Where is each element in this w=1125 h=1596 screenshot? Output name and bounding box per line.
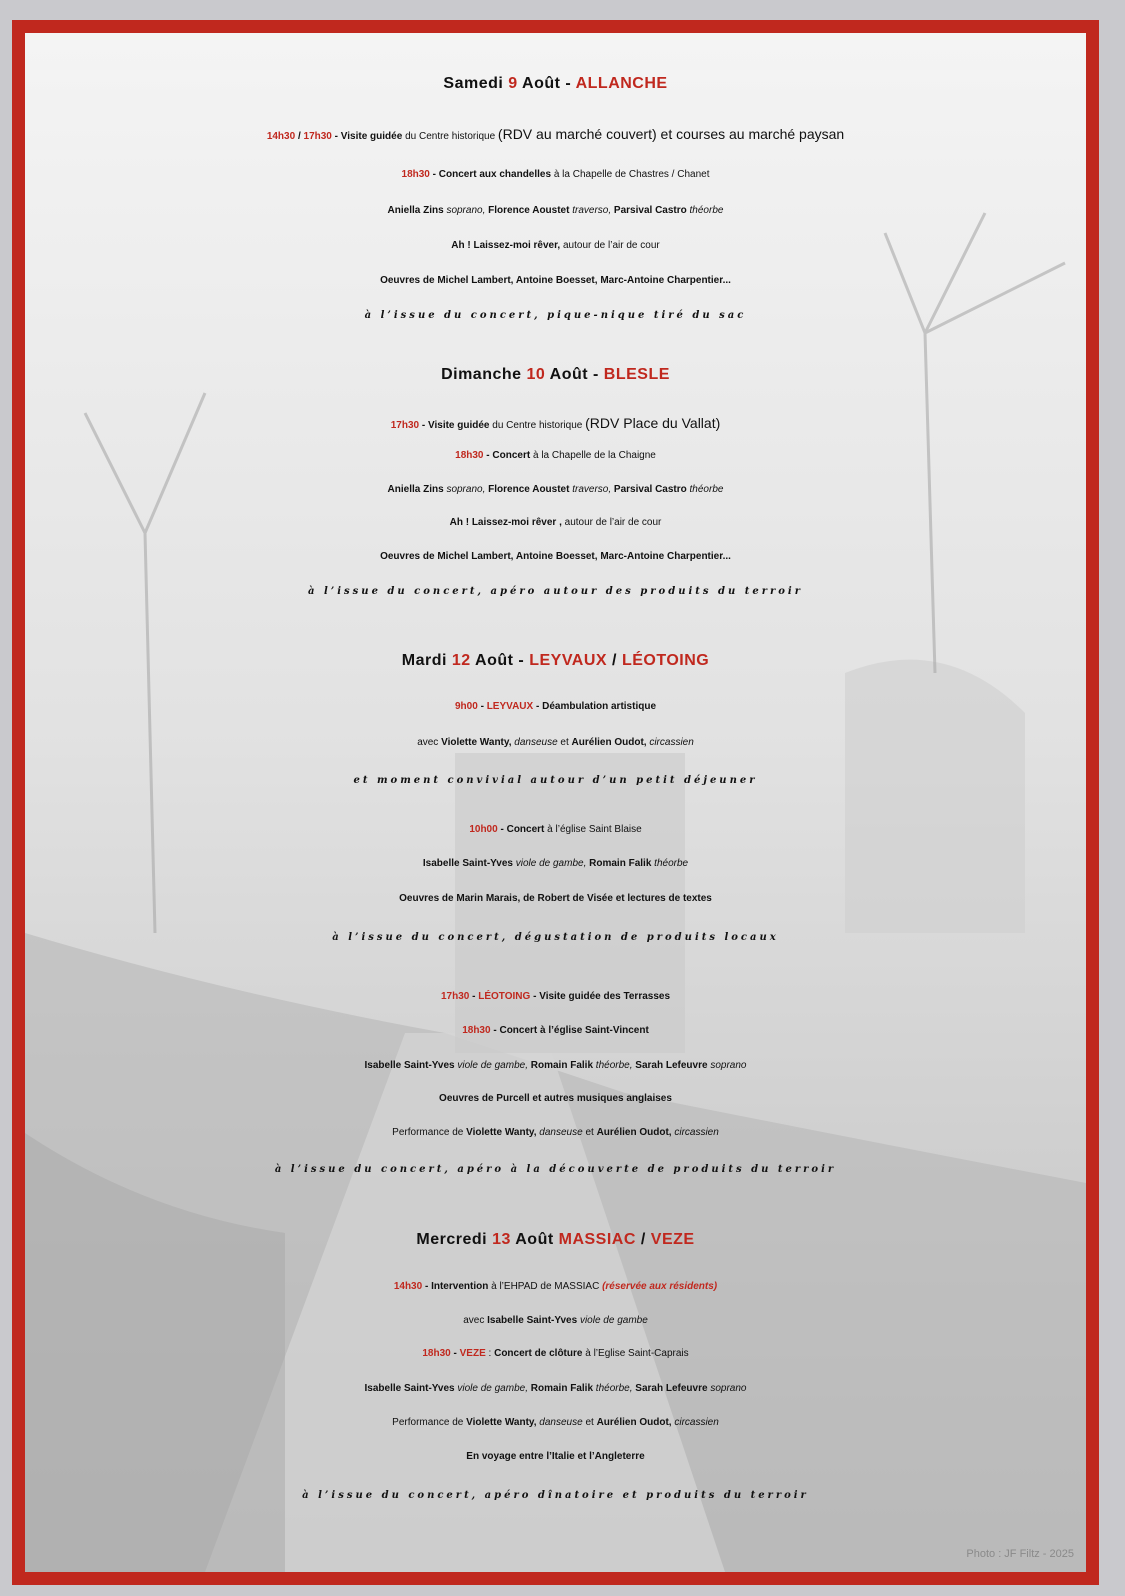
after-concert-note: à l’issue du concert, dégustation de produits locaux bbox=[332, 932, 779, 943]
event-line: 17h30 - Visite guidée du Centre historique (RDV Place du Vallat) bbox=[390, 415, 721, 431]
program-title: Ah ! Laissez-moi rêver, autour de l’air de cour bbox=[451, 240, 660, 251]
event-line: 18h30 - Concert à la Chapelle de la Chaigne bbox=[455, 450, 656, 461]
after-concert-note: et moment convivial autour d’un petit déjeuner bbox=[353, 775, 758, 786]
day-heading: Mardi 12 Août - LEYVAUX / LÉOTOING bbox=[401, 652, 710, 669]
poster-frame bbox=[12, 20, 1099, 1585]
program-title: En voyage entre l’Italie et l’Angleterre bbox=[466, 1451, 645, 1462]
event-line: 18h30 - Concert aux chandelles à la Chapelle de Chastres / Chanet bbox=[401, 169, 710, 180]
after-concert-note: à l’issue du concert, pique-nique tiré du sac bbox=[364, 310, 747, 321]
day-heading: Mercredi 13 Août MASSIAC / VEZE bbox=[416, 1231, 695, 1248]
event-line: 18h30 - Concert à l’église Saint-Vincent bbox=[462, 1025, 649, 1036]
event-line: 18h30 - VEZE : Concert de clôture à l’Eglise Saint-Caprais bbox=[422, 1348, 689, 1359]
works-line: Oeuvres de Marin Marais, de Robert de Visée et lectures de textes bbox=[399, 893, 712, 904]
performers-line: Isabelle Saint-Yves viole de gambe, Romain Falik théorbe, Sarah Lefeuvre soprano bbox=[364, 1060, 747, 1071]
works-line: Oeuvres de Purcell et autres musiques anglaises bbox=[439, 1093, 672, 1104]
performers-line: Performance de Violette Wanty, danseuse et Aurélien Oudot, circassien bbox=[392, 1127, 719, 1138]
performers-line: Performance de Violette Wanty, danseuse et Aurélien Oudot, circassien bbox=[392, 1417, 719, 1428]
photo-credit: Photo : JF Filtz - 2025 bbox=[966, 1548, 1074, 1560]
after-concert-note: à l’issue du concert, apéro autour des produits du terroir bbox=[308, 586, 803, 597]
day-heading: Dimanche 10 Août - BLESLE bbox=[441, 366, 670, 383]
program-title: Ah ! Laissez-moi rêver , autour de l’air de cour bbox=[449, 517, 662, 528]
works-line: Oeuvres de Michel Lambert, Antoine Boesset, Marc-Antoine Charpentier... bbox=[380, 275, 731, 286]
performers-line: avec Isabelle Saint-Yves viole de gambe bbox=[463, 1315, 648, 1326]
background-photo bbox=[25, 33, 1086, 1572]
day-heading: Samedi 9 Août - ALLANCHE bbox=[443, 75, 668, 92]
performers-line: Isabelle Saint-Yves viole de gambe, Romain Falik théorbe bbox=[422, 858, 689, 869]
performers-line: Aniella Zins soprano, Florence Aoustet traverso, Parsival Castro théorbe bbox=[387, 484, 724, 495]
event-line: 14h30 - Intervention à l’EHPAD de MASSIAC (réservée aux résidents) bbox=[393, 1281, 718, 1292]
performers-line: Aniella Zins soprano, Florence Aoustet traverso, Parsival Castro théorbe bbox=[387, 205, 724, 216]
after-concert-note: à l’issue du concert, apéro à la découverte de produits du terroir bbox=[274, 1164, 837, 1175]
performers-line: Isabelle Saint-Yves viole de gambe, Romain Falik théorbe, Sarah Lefeuvre soprano bbox=[364, 1383, 747, 1394]
event-line: 17h30 - LÉOTOING - Visite guidée des Terrasses bbox=[440, 991, 671, 1002]
event-line: 9h00 - LEYVAUX - Déambulation artistique bbox=[454, 701, 656, 712]
event-line: 14h30 / 17h30 - Visite guidée du Centre historique (RDV au marché couvert) et courses au marché paysan bbox=[266, 126, 845, 142]
event-line: 10h00 - Concert à l’église Saint Blaise bbox=[469, 824, 642, 835]
after-concert-note: à l’issue du concert, apéro dînatoire et produits du terroir bbox=[302, 1490, 809, 1501]
performers-line: avec Violette Wanty, danseuse et Aurélien Oudot, circassien bbox=[417, 737, 694, 748]
works-line: Oeuvres de Michel Lambert, Antoine Boesset, Marc-Antoine Charpentier... bbox=[380, 551, 731, 562]
